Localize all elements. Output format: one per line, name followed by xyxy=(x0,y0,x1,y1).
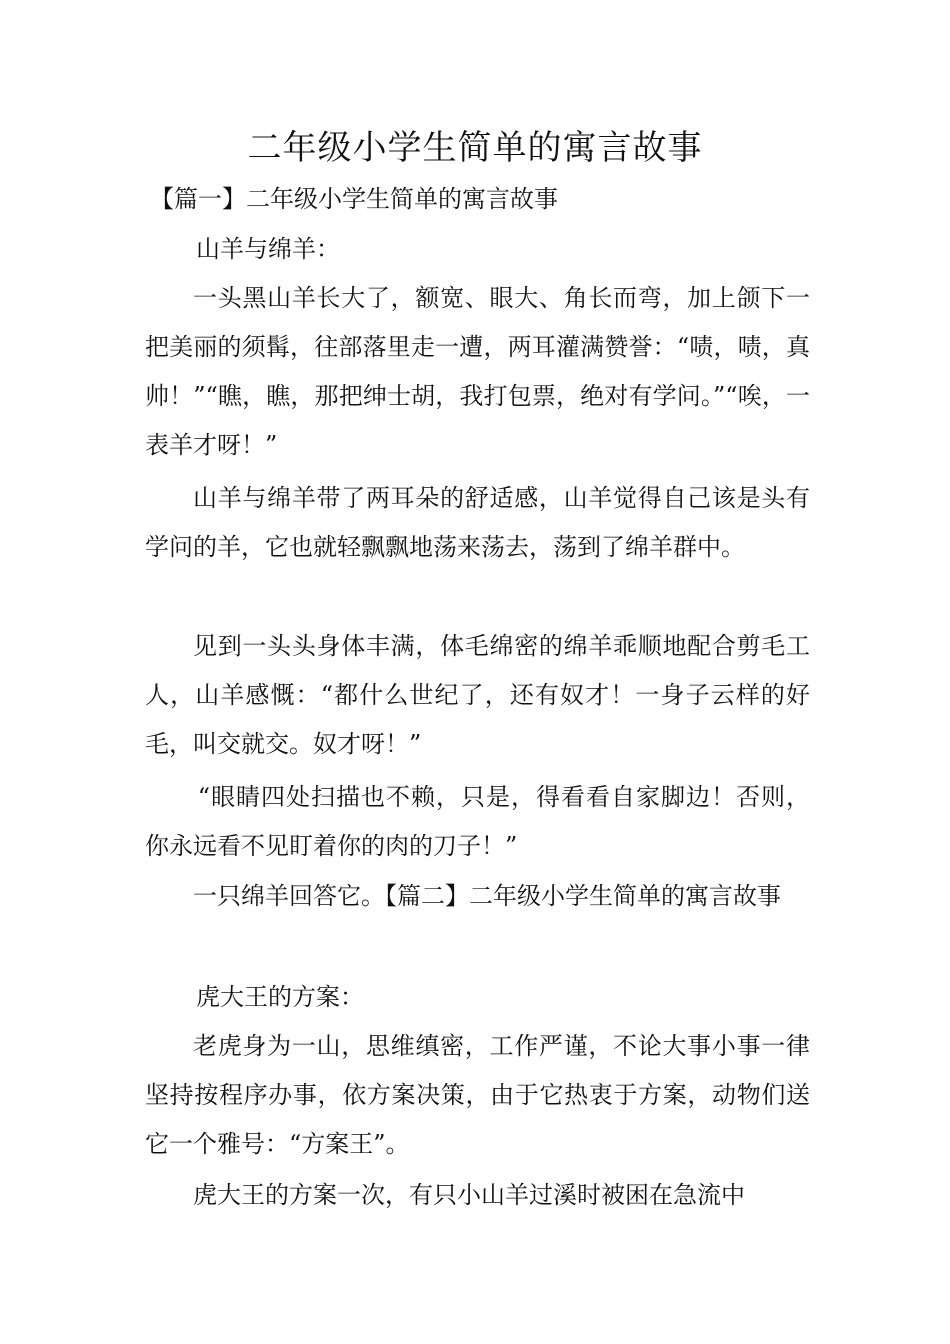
document-title: 二年级小学生简单的寓言故事 xyxy=(247,128,703,168)
story-one-paragraph-2: 山羊与绵羊带了两耳朵的舒适感，山羊觉得自己该是头有学问的羊，它也就轻飘飘地荡来荡去，荡到了绵羊群中。 xyxy=(145,484,810,561)
story-one-paragraph-1: 一头黑山羊长大了，额宽、眼大、角长而弯，加上颌下一把美丽的须髯，往部落里走一遭，两耳灌满赞誉：“啧，啧，真帅！”“瞧，瞧，那把绅士胡，我打包票，绝对有学问。”“唉，一表羊才呀！” xyxy=(145,284,810,459)
story-two-paragraph-2: 虎大王的方案一次，有只小山羊过溪时被困在急流中 xyxy=(193,1181,745,1209)
story-one-subtitle: 山羊与绵羊： xyxy=(196,235,340,263)
story-one-paragraph-3: 见到一头头身体丰满，体毛绵密的绵羊乖顺地配合剪毛工人，山羊感慨：“都什么世纪了，还有奴才！一身子云样的好毛，叫交就交。奴才呀！” xyxy=(145,632,810,758)
story-two-paragraph-1: 老虎身为一山，思维缜密，工作严谨，不论大事小事一律坚持按程序办事，依方案决策，由于它热衷于方案，动物们送它一个雅号：“方案王”。 xyxy=(145,1032,810,1158)
section-one-heading: 【篇一】二年级小学生简单的寓言故事 xyxy=(150,185,558,213)
story-two-subtitle: 虎大王的方案： xyxy=(196,983,364,1011)
story-one-paragraph-5: 一只绵羊回答它。【篇二】二年级小学生简单的寓言故事 xyxy=(193,882,781,910)
story-one-paragraph-4: “眼睛四处扫描也不赖，只是，得看看自家脚边！否则，你永远看不见盯着你的肉的刀子！” xyxy=(145,783,810,860)
